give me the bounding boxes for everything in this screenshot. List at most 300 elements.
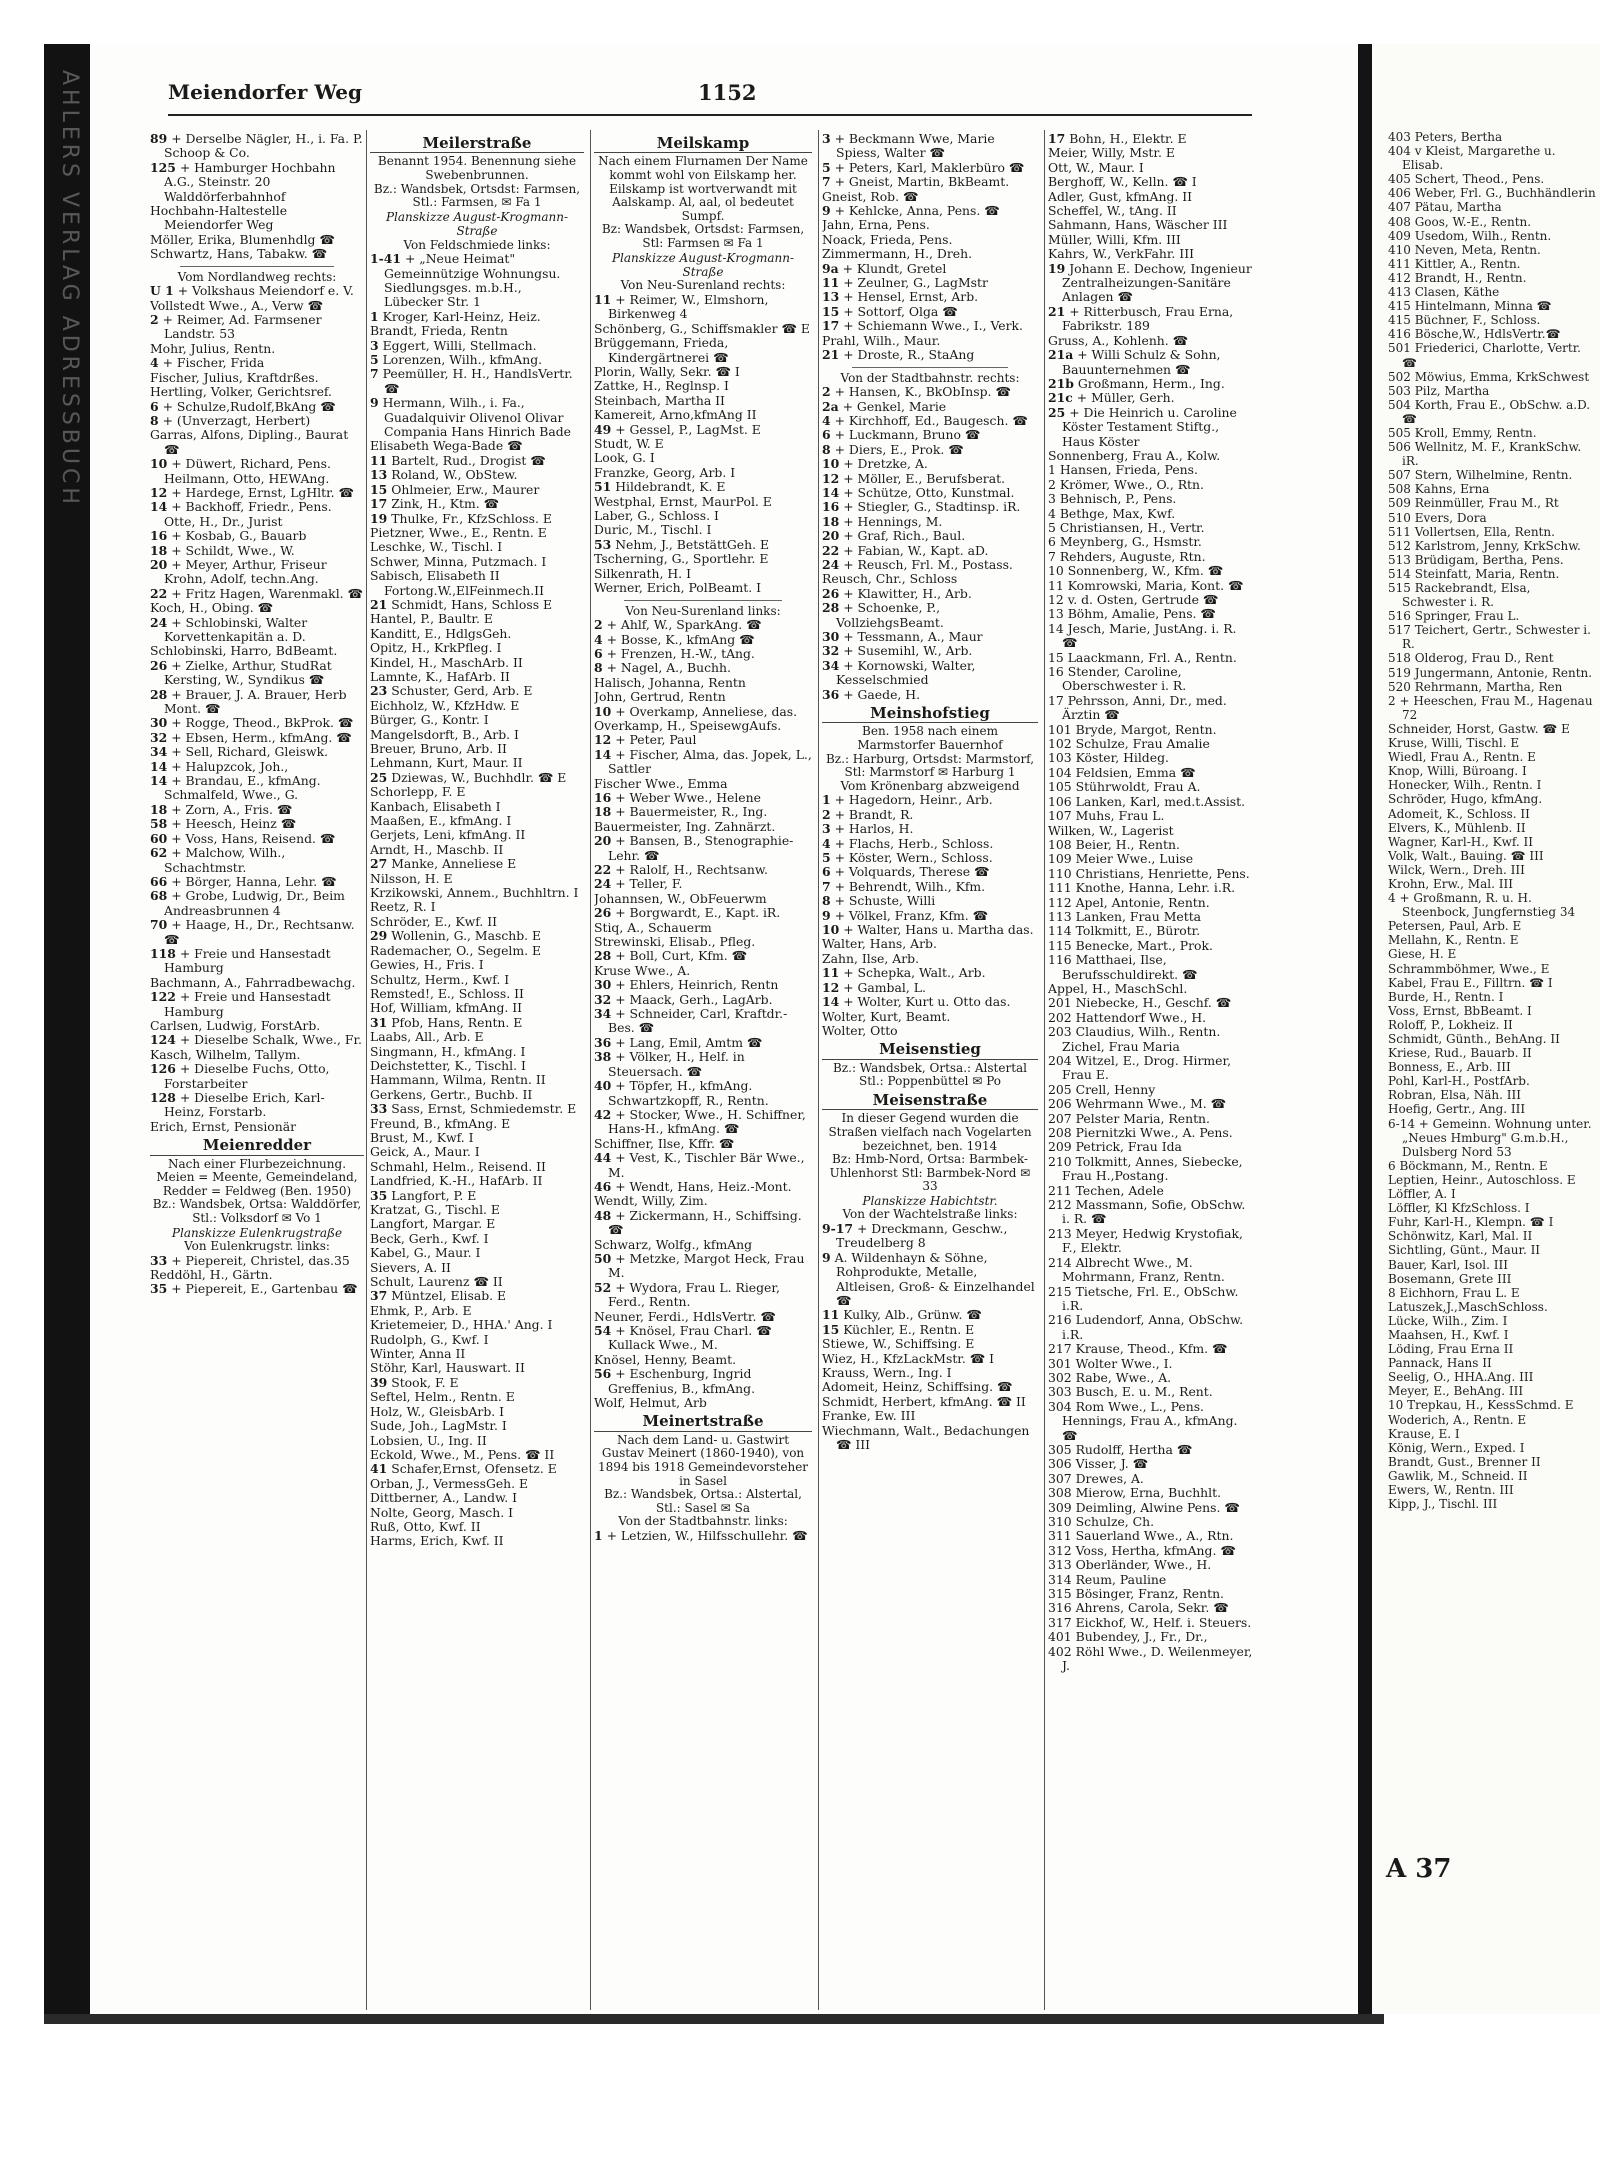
house-number: 6 bbox=[822, 864, 831, 880]
resident-text: Wolter, Otto bbox=[822, 1022, 898, 1038]
adjacent-entry: Krohn, Erw., Mal. III bbox=[1388, 876, 1513, 891]
adjacent-entry: Roloff, P., Lokheiz. II bbox=[1388, 1017, 1513, 1032]
directory-entry bbox=[1048, 1601, 1254, 1615]
resident-text: + Schuste, Willi bbox=[834, 893, 936, 909]
directory-entry bbox=[1048, 1501, 1254, 1515]
resident-text: + Fabian, W., Kapt. aD. bbox=[843, 542, 989, 558]
directory-entry bbox=[150, 659, 364, 688]
directory-entry bbox=[150, 889, 364, 918]
directory-entry bbox=[370, 612, 584, 626]
resident-text: + Reusch, Frl. M., Postass. bbox=[843, 556, 1013, 572]
directory-entry bbox=[1048, 607, 1254, 621]
directory-entry bbox=[150, 644, 364, 658]
resident-text: Studt, W. E bbox=[594, 436, 664, 452]
directory-entry bbox=[1048, 218, 1254, 232]
direction-note: Vom Krönenbarg abzweigend bbox=[840, 778, 1020, 793]
house-number: 14 bbox=[594, 746, 612, 762]
resident-text: 5 Christiansen, H., Vertr. bbox=[1048, 519, 1205, 535]
house-number: 11 bbox=[370, 452, 388, 468]
resident-text: 14 Jesch, Marie, JustAng. i. R. ☎ bbox=[1048, 620, 1237, 651]
resident-text: Hildebrandt, K. E bbox=[615, 479, 726, 495]
resident-text: + Borgwardt, E., Kapt. iR. bbox=[615, 905, 781, 921]
resident-text: + Tessmann, A., Maur bbox=[843, 629, 983, 644]
house-number: 9 bbox=[822, 1249, 831, 1265]
direction-note: Von Neu-Surenland rechts: bbox=[620, 278, 786, 293]
house-number: 30 bbox=[822, 629, 840, 644]
adjacent-entry: 501 Friederici, Charlotte, Vertr. ☎ bbox=[1388, 341, 1581, 370]
adjacent-entry: Schrammböhmer, Wwe., E bbox=[1388, 961, 1550, 976]
resident-text: + Meyer, Arthur, Friseur Krohn, Adolf, techn.Ang. bbox=[164, 556, 327, 587]
directory-entry bbox=[370, 367, 584, 396]
resident-text: + Bosse, K., kfmAng ☎ bbox=[606, 631, 755, 647]
directory-entry bbox=[1048, 1313, 1254, 1342]
resident-text: Kanbach, Elisabeth I bbox=[370, 798, 501, 814]
resident-text: 2 Krömer, Wwe., O., Rtn. bbox=[1048, 476, 1204, 492]
resident-text: Nolte, Georg, Masch. I bbox=[370, 1504, 514, 1520]
directory-entry bbox=[150, 587, 364, 601]
directory-entry bbox=[150, 918, 364, 947]
house-number: 4 bbox=[822, 412, 831, 428]
resident-text: Eichholz, W., KfzHdw. E bbox=[370, 697, 520, 713]
directory-entry bbox=[1048, 1587, 1254, 1601]
directory-entry bbox=[1048, 1457, 1254, 1471]
directory-entry bbox=[370, 1117, 584, 1131]
adjacent-entry: Hoefig, Gertr., Ang. III bbox=[1388, 1102, 1526, 1117]
house-number: 32 bbox=[150, 729, 168, 745]
directory-entry bbox=[594, 719, 812, 733]
direction-note: Vom Nordlandweg rechts: bbox=[177, 269, 337, 284]
house-number: 24 bbox=[822, 556, 840, 572]
adjacent-entry: Petersen, Paul, Arb. E bbox=[1388, 919, 1522, 934]
resident-text: Kabel, G., Maur. I bbox=[370, 1245, 481, 1261]
directory-entry bbox=[1048, 132, 1254, 146]
directory-entry bbox=[370, 1189, 584, 1203]
resident-text: Walter, Hans, Arb. bbox=[822, 936, 937, 952]
house-number: 125 bbox=[150, 159, 176, 175]
house-number: 8 bbox=[822, 441, 831, 457]
resident-text: 207 Pelster Maria, Rentn. bbox=[1048, 1110, 1210, 1126]
resident-text: Maaßen, E., kfmAng. I bbox=[370, 813, 512, 829]
column-divider bbox=[818, 130, 819, 2010]
resident-text: Hammann, Wilma, Rentn. II bbox=[370, 1072, 546, 1088]
plan-reference: Planskizze August-Krogmann-Straße bbox=[385, 209, 569, 239]
resident-text: + Ebsen, Herm., kfmAng. ☎ bbox=[171, 729, 352, 745]
column-1 bbox=[150, 132, 364, 1297]
resident-text: Meier, Willy, Mstr. E bbox=[1048, 145, 1175, 161]
resident-text: + Hensel, Ernst, Arb. bbox=[843, 289, 979, 305]
directory-entry bbox=[1048, 737, 1254, 751]
resident-text: + Gaede, H. bbox=[843, 686, 921, 702]
house-number: 68 bbox=[150, 888, 168, 904]
plan-reference: Planskizze Eulenkrugstraße bbox=[171, 1225, 343, 1240]
directory-entry bbox=[822, 486, 1038, 500]
resident-text: Lorenzen, Wilh., kfmAng. bbox=[382, 352, 543, 368]
resident-text: + Hardege, Ernst, LgHltr. ☎ bbox=[171, 484, 354, 500]
resident-text: Silkenrath, H. I bbox=[594, 565, 691, 581]
house-number: 50 bbox=[594, 1250, 612, 1266]
resident-text: Lobsien, U., Ing. II bbox=[370, 1432, 487, 1448]
resident-text: Wolf, Helmut, Arb bbox=[594, 1395, 707, 1411]
resident-text: 17 Pehrsson, Anni, Dr., med. Ärztin ☎ bbox=[1048, 692, 1227, 723]
resident-text: 103 Köster, Hildeg. bbox=[1048, 750, 1169, 766]
directory-entry bbox=[370, 886, 584, 900]
house-number: 11 bbox=[594, 291, 612, 307]
house-number: 19 bbox=[370, 510, 388, 526]
adjacent-entry: 415 Büchner, F., Schloss. bbox=[1388, 313, 1541, 328]
directory-entry bbox=[1048, 996, 1254, 1010]
directory-entry bbox=[370, 713, 584, 727]
resident-text: Johann E. Dechow, Ingenieur Zentralheizungen-Sanitäre Anlagen ☎ bbox=[1062, 260, 1252, 305]
resident-text: Stiq, A., Schauerm bbox=[594, 919, 712, 935]
directory-entry bbox=[1048, 1385, 1254, 1399]
directory-entry bbox=[150, 817, 364, 831]
adjacent-entry: Löffler, A. I bbox=[1388, 1187, 1456, 1202]
house-number: 1 bbox=[370, 308, 379, 324]
directory-entry bbox=[370, 828, 584, 842]
resident-text: + Schütze, Otto, Kunstmal. bbox=[843, 484, 1015, 500]
house-number: 14 bbox=[150, 758, 168, 774]
directory-entry bbox=[594, 863, 812, 877]
resident-text: + Gessel, P., LagMst. E bbox=[615, 421, 761, 437]
directory-entry bbox=[594, 834, 812, 863]
directory-entry bbox=[370, 339, 584, 353]
house-number: 6 bbox=[822, 427, 831, 443]
directory-entry bbox=[594, 1180, 812, 1194]
resident-text: Neuner, Ferdi., HdlsVertr. ☎ bbox=[594, 1308, 776, 1324]
directory-entry bbox=[370, 252, 584, 310]
resident-text: Remsted!, E., Schloss. II bbox=[370, 985, 524, 1001]
adjacent-entry: 510 Evers, Dora bbox=[1388, 510, 1487, 525]
adjacent-entry: 506 Wellnitz, M. F., KrankSchw. iR. bbox=[1388, 440, 1582, 469]
resident-text: Kroger, Karl-Heinz, Heiz. bbox=[382, 308, 541, 324]
resident-text: Gneist, Rob. ☎ bbox=[822, 188, 919, 204]
house-number: 32 bbox=[594, 991, 612, 1007]
directory-entry bbox=[822, 204, 1038, 218]
house-number: 124 bbox=[150, 1032, 176, 1048]
resident-text: + Hansen, K., BkObInsp. ☎ bbox=[834, 384, 1011, 400]
resident-text: Bartelt, Rud., Drogist ☎ bbox=[391, 452, 546, 468]
resident-text: + Malchow, Wilh., Schachtmstr. bbox=[164, 845, 286, 875]
resident-text: + Völkel, Franz, Kfm. ☎ bbox=[834, 907, 989, 923]
directory-entry bbox=[822, 1352, 1038, 1366]
resident-text: Strewinski, Elisab., Pfleg. bbox=[594, 934, 756, 950]
page-edge-shadow bbox=[1358, 44, 1372, 2014]
house-number: 41 bbox=[370, 1461, 388, 1477]
directory-entry bbox=[1048, 175, 1254, 189]
resident-text: 1 Hansen, Frieda, Pens. bbox=[1048, 462, 1198, 478]
house-number: 17 bbox=[822, 318, 840, 334]
resident-text: Brandt, Frieda, Rentn bbox=[370, 323, 508, 339]
directory-entry bbox=[1048, 1515, 1254, 1529]
resident-text: + Zielke, Arthur, StudRat Kersting, W., Syndikus ☎ bbox=[164, 657, 332, 688]
page-number: 1152 bbox=[698, 80, 757, 105]
resident-text: Steinbach, Martha II bbox=[594, 392, 725, 408]
resident-text: Sude, Joh., LagMstr. I bbox=[370, 1418, 507, 1434]
directory-entry bbox=[370, 1390, 584, 1404]
resident-text: + Nagel, A., Buchh. bbox=[606, 660, 731, 676]
directory-entry bbox=[822, 161, 1038, 175]
resident-text: Plorin, Wally, Sekr. ☎ I bbox=[594, 364, 740, 379]
directory-entry bbox=[370, 497, 584, 511]
house-number: 15 bbox=[822, 303, 840, 319]
directory-entry bbox=[1048, 449, 1254, 463]
directory-entry bbox=[150, 1254, 364, 1268]
directory-entry bbox=[594, 877, 812, 891]
resident-text: 312 Voss, Hertha, kfmAng. ☎ bbox=[1048, 1542, 1236, 1558]
resident-text: Manke, Anneliese E bbox=[391, 856, 517, 872]
adjacent-entry: 505 Kroll, Emmy, Rentn. bbox=[1388, 425, 1537, 440]
adjacent-entry: Seelig, O., HHA.Ang. III bbox=[1388, 1370, 1534, 1385]
directory-entry bbox=[370, 1246, 584, 1260]
resident-text: + Ahlf, W., SparkAng. ☎ bbox=[606, 617, 762, 633]
directory-entry bbox=[1048, 463, 1254, 477]
house-number: 51 bbox=[594, 479, 612, 495]
resident-text: Langfort, P. E bbox=[391, 1187, 477, 1203]
resident-text: Prahl, Wilh., Maur. bbox=[822, 332, 941, 348]
adjacent-entry: Elvers, K., Mühlenb. II bbox=[1388, 820, 1526, 835]
resident-text: 317 Eickhof, W., Helf. i. Steuers. bbox=[1048, 1614, 1252, 1630]
house-number: 25 bbox=[1048, 404, 1066, 420]
directory-entry bbox=[1048, 622, 1254, 651]
house-number: 13 bbox=[370, 467, 388, 483]
adjacent-entry: Maahsen, H., Kwf. I bbox=[1388, 1327, 1509, 1342]
directory-entry bbox=[594, 523, 812, 537]
house-number: 44 bbox=[594, 1150, 612, 1166]
resident-text: 204 Witzel, E., Drog. Hirmer, Frau E. bbox=[1048, 1053, 1232, 1083]
resident-text: 203 Claudius, Wilh., Rentn. Zichel, Frau Maria bbox=[1048, 1024, 1221, 1054]
directory-entry bbox=[150, 529, 364, 543]
directory-entry bbox=[1048, 1357, 1254, 1371]
directory-entry bbox=[370, 1448, 584, 1462]
resident-text: Kahrs, W., VerkFahr. III bbox=[1048, 246, 1194, 262]
directory-entry bbox=[822, 923, 1038, 937]
directory-entry bbox=[150, 247, 364, 261]
adjacent-entry: 509 Reinmüller, Frau M., Rt bbox=[1388, 496, 1559, 511]
directory-entry bbox=[370, 929, 584, 943]
resident-text: 201 Niebecke, H., Geschf. ☎ bbox=[1048, 995, 1232, 1011]
adjacent-page-column bbox=[1388, 130, 1598, 1511]
resident-text: + Zeulner, G., LagMstr bbox=[843, 275, 988, 291]
resident-text: + Hagedorn, Heinr., Arb. bbox=[834, 792, 993, 808]
resident-text: Zink, H., Ktm. ☎ bbox=[391, 496, 500, 512]
directory-entry bbox=[370, 857, 584, 871]
directory-entry bbox=[1048, 1400, 1254, 1443]
directory-entry bbox=[1048, 1184, 1254, 1198]
resident-text: + Maack, Gerh., LagArb. bbox=[615, 991, 773, 1007]
house-number: 8 bbox=[150, 412, 159, 428]
resident-text: Eckold, Wwe., M., Pens. ☎ II bbox=[370, 1446, 555, 1462]
resident-text: 308 Mierow, Erna, Buchhlt. bbox=[1048, 1485, 1222, 1501]
adjacent-entry: Kabel, Frau E., Filltrn. ☎ I bbox=[1388, 975, 1553, 990]
adjacent-entry: 407 Pätau, Martha bbox=[1388, 200, 1502, 215]
directory-entry bbox=[822, 587, 1038, 601]
resident-text: Wiechmann, Walt., Bedachungen ☎ III bbox=[822, 1422, 1030, 1452]
resident-text: + Volkshaus Meiendorf e. V. bbox=[177, 283, 354, 299]
directory-entry bbox=[822, 305, 1038, 319]
directory-entry bbox=[370, 1275, 584, 1289]
house-number: 2a bbox=[822, 398, 839, 414]
resident-text: Ohlmeier, Erw., Maurer bbox=[391, 481, 540, 497]
directory-entry bbox=[370, 324, 584, 338]
house-number: 39 bbox=[370, 1374, 388, 1390]
house-number: 21 bbox=[822, 347, 840, 363]
house-number: 2 bbox=[150, 312, 159, 328]
directory-entry bbox=[150, 204, 364, 233]
house-number: 128 bbox=[150, 1090, 176, 1105]
resident-text: 3 Behnisch, P., Pens. bbox=[1048, 491, 1177, 507]
resident-text: Schorlepp, F. E bbox=[370, 784, 466, 800]
directory-entry bbox=[822, 276, 1038, 290]
resident-text: Dziewas, W., Buchhdlr. ☎ E bbox=[391, 769, 567, 785]
resident-text: Lamnte, K., HafArb. II bbox=[370, 668, 510, 684]
directory-entry bbox=[594, 423, 812, 437]
resident-text: + Schepka, Walt., Arb. bbox=[843, 965, 986, 981]
adjacent-entry: Pohl, Karl-H., PostfArb. bbox=[1388, 1074, 1530, 1089]
adjacent-entry: Bauer, Karl, Isol. III bbox=[1388, 1257, 1508, 1272]
directory-entry bbox=[594, 748, 812, 777]
directory-entry bbox=[594, 466, 812, 480]
house-number: 10 bbox=[594, 703, 612, 719]
resident-text: Ehmk, P., Arb. E bbox=[370, 1302, 472, 1318]
resident-text: 402 Röhl Wwe., D. Weilenmeyer, J. bbox=[1048, 1643, 1253, 1674]
house-number: 49 bbox=[594, 421, 612, 437]
directory-entry bbox=[150, 284, 364, 298]
resident-text: + Diers, E., Prok. ☎ bbox=[834, 441, 964, 457]
section-divider bbox=[180, 266, 334, 267]
house-number: 29 bbox=[370, 928, 388, 944]
house-number: 1 bbox=[822, 792, 831, 808]
resident-text: + Knösel, Frau Charl. ☎ Kullack Wwe., M. bbox=[608, 1323, 772, 1353]
directory-entry bbox=[370, 396, 584, 439]
directory-entry bbox=[1048, 924, 1254, 938]
street-note: Nach einer Flurbezeichnung. Meien = Meente, Gemeindeland, Redder = Feldweg (Ben. 1950) bbox=[156, 1156, 358, 1198]
resident-text: + Reimer, W., Elmshorn, Birkenweg 4 bbox=[608, 291, 769, 322]
directory-entry bbox=[1048, 910, 1254, 924]
house-number: 14 bbox=[150, 773, 168, 789]
directory-entry bbox=[370, 1001, 584, 1015]
resident-text: Werner, Erich, PolBeamt. I bbox=[594, 580, 762, 596]
directory-entry bbox=[370, 1203, 584, 1217]
directory-entry bbox=[370, 598, 584, 612]
resident-text: Schult, Laurenz ☎ II bbox=[370, 1274, 503, 1290]
resident-text: Schwer, Minna, Putzmach. I bbox=[370, 553, 547, 569]
resident-text: Overkamp, H., SpeisewgAufs. bbox=[594, 717, 782, 733]
directory-entry bbox=[594, 1050, 812, 1079]
adjacent-entry: König, Wern., Exped. I bbox=[1388, 1440, 1525, 1455]
directory-entry bbox=[1048, 651, 1254, 665]
resident-text: 101 Bryde, Margot, Rentn. bbox=[1048, 721, 1217, 737]
directory-entry bbox=[1048, 1198, 1254, 1227]
directory-entry bbox=[370, 1506, 584, 1520]
adjacent-entry: 404 v Kleist, Margarethe u. Elisab. bbox=[1388, 144, 1556, 173]
adjacent-entry: 405 Schert, Theod., Pens. bbox=[1388, 172, 1545, 187]
directory-entry bbox=[370, 973, 584, 987]
adjacent-entry: 4 + Großmann, R. u. H. Steenbock, Jungfernstieg 34 bbox=[1388, 891, 1576, 920]
directory-entry bbox=[822, 500, 1038, 514]
resident-text: Kindel, H., MaschArb. II bbox=[370, 654, 523, 670]
resident-text: Krzikowski, Annem., Buchhltrn. I bbox=[370, 885, 579, 901]
house-number: 8 bbox=[822, 893, 831, 909]
resident-text: + Bansen, B., Stenographie-Lehr. ☎ bbox=[608, 833, 794, 863]
resident-text: Look, G. I bbox=[594, 450, 655, 466]
resident-text: + Gambal, L. bbox=[843, 979, 926, 995]
resident-text: 315 Bösinger, Franz, Rentn. bbox=[1048, 1586, 1224, 1602]
resident-text: Franzke, Georg, Arb. I bbox=[594, 464, 736, 480]
resident-text: + Teller, F. bbox=[615, 876, 683, 892]
directory-entry bbox=[150, 616, 364, 645]
directory-entry bbox=[1048, 1126, 1254, 1140]
directory-entry bbox=[370, 555, 584, 569]
house-number: 4 bbox=[822, 835, 831, 851]
directory-entry bbox=[370, 1347, 584, 1361]
resident-text: Wollenin, G., Maschb. E bbox=[391, 928, 542, 944]
resident-text: Wilken, W., Lagerist bbox=[1048, 822, 1174, 838]
directory-entry bbox=[1048, 247, 1254, 261]
resident-text: 115 Benecke, Mart., Prok. bbox=[1048, 937, 1213, 953]
house-number: 1-41 bbox=[370, 251, 402, 267]
directory-entry bbox=[1048, 1256, 1254, 1285]
resident-text: + Köster, Wern., Schloss. bbox=[834, 850, 993, 866]
resident-text: Garras, Alfons, Dipling., Baurat ☎ bbox=[150, 427, 349, 457]
adjacent-entry: Ewers, W., Rentn. III bbox=[1388, 1483, 1514, 1497]
directory-entry bbox=[150, 414, 364, 428]
resident-text: + Kornowski, Walter, Kesselschmied bbox=[836, 657, 976, 688]
house-number: 15 bbox=[370, 481, 388, 497]
directory-entry bbox=[1048, 535, 1254, 549]
directory-entry bbox=[594, 1108, 812, 1137]
adjacent-entry: Latuszek,J.,MaschSchloss. bbox=[1388, 1299, 1548, 1314]
resident-text: 215 Tietsche, Frl. E., ObSchw. i.R. bbox=[1048, 1283, 1239, 1313]
directory-entry bbox=[822, 688, 1038, 702]
directory-entry bbox=[1048, 1472, 1254, 1486]
resident-text: + Harlos, H. bbox=[834, 821, 914, 837]
resident-text: 114 Tolkmitt, E., Bürotr. bbox=[1048, 923, 1201, 939]
resident-text: Appel, H., MaschSchl. bbox=[1048, 980, 1188, 996]
street-note: Bz.: Wandsbek, Ortsa.: Alstertal, Stl.: Sasel ✉ Sa bbox=[604, 1487, 802, 1515]
resident-text: Deichstetter, K., Tischl. I bbox=[370, 1057, 526, 1073]
directory-entry bbox=[594, 805, 812, 819]
resident-text: 110 Christians, Henriette, Pens. bbox=[1048, 865, 1250, 881]
directory-entry bbox=[1048, 492, 1254, 506]
resident-text: + Dieselbe Fuchs, Otto, Forstarbeiter bbox=[164, 1061, 330, 1091]
plan-reference: Planskizze August-Krogmann-Straße bbox=[611, 250, 795, 279]
directory-entry bbox=[1048, 1573, 1254, 1587]
directory-entry bbox=[1048, 1544, 1254, 1558]
resident-text: Tscherning, G., Sportlehr. E bbox=[594, 551, 769, 567]
resident-text: Hof, William, kfmAng. II bbox=[370, 1000, 523, 1016]
directory-entry bbox=[370, 944, 584, 958]
resident-text: Holz, W., GleisbArb. I bbox=[370, 1403, 505, 1419]
directory-entry bbox=[150, 233, 364, 247]
directory-entry bbox=[150, 400, 364, 414]
directory-entry bbox=[822, 808, 1038, 822]
resident-text: 106 Lanken, Karl, med.t.Assist. bbox=[1048, 793, 1246, 809]
resident-text: + Kirchhoff, Ed., Baugesch. ☎ bbox=[834, 412, 1028, 428]
directory-entry bbox=[822, 515, 1038, 529]
street-note: Bz.: Wandsbek, Ortsa: Walddörfer, Stl.: Volksdorf ✉ Vo 1 bbox=[152, 1197, 362, 1225]
resident-text: + Völker, H., Helf. in Steuersach. ☎ bbox=[608, 1049, 745, 1079]
directory-entry bbox=[150, 428, 364, 457]
adjacent-entry: 517 Teichert, Gertr., Schwester i. R. bbox=[1388, 623, 1591, 652]
adjacent-entry: Robran, Elsa, Näh. III bbox=[1388, 1088, 1521, 1103]
directory-entry bbox=[370, 843, 584, 857]
directory-entry bbox=[150, 1282, 364, 1296]
resident-text: Reddöhl, H., Gärtn. bbox=[150, 1267, 273, 1282]
directory-entry bbox=[370, 1030, 584, 1044]
house-number: 24 bbox=[150, 614, 168, 630]
directory-entry bbox=[150, 1120, 364, 1134]
house-number: 9 bbox=[370, 395, 379, 411]
